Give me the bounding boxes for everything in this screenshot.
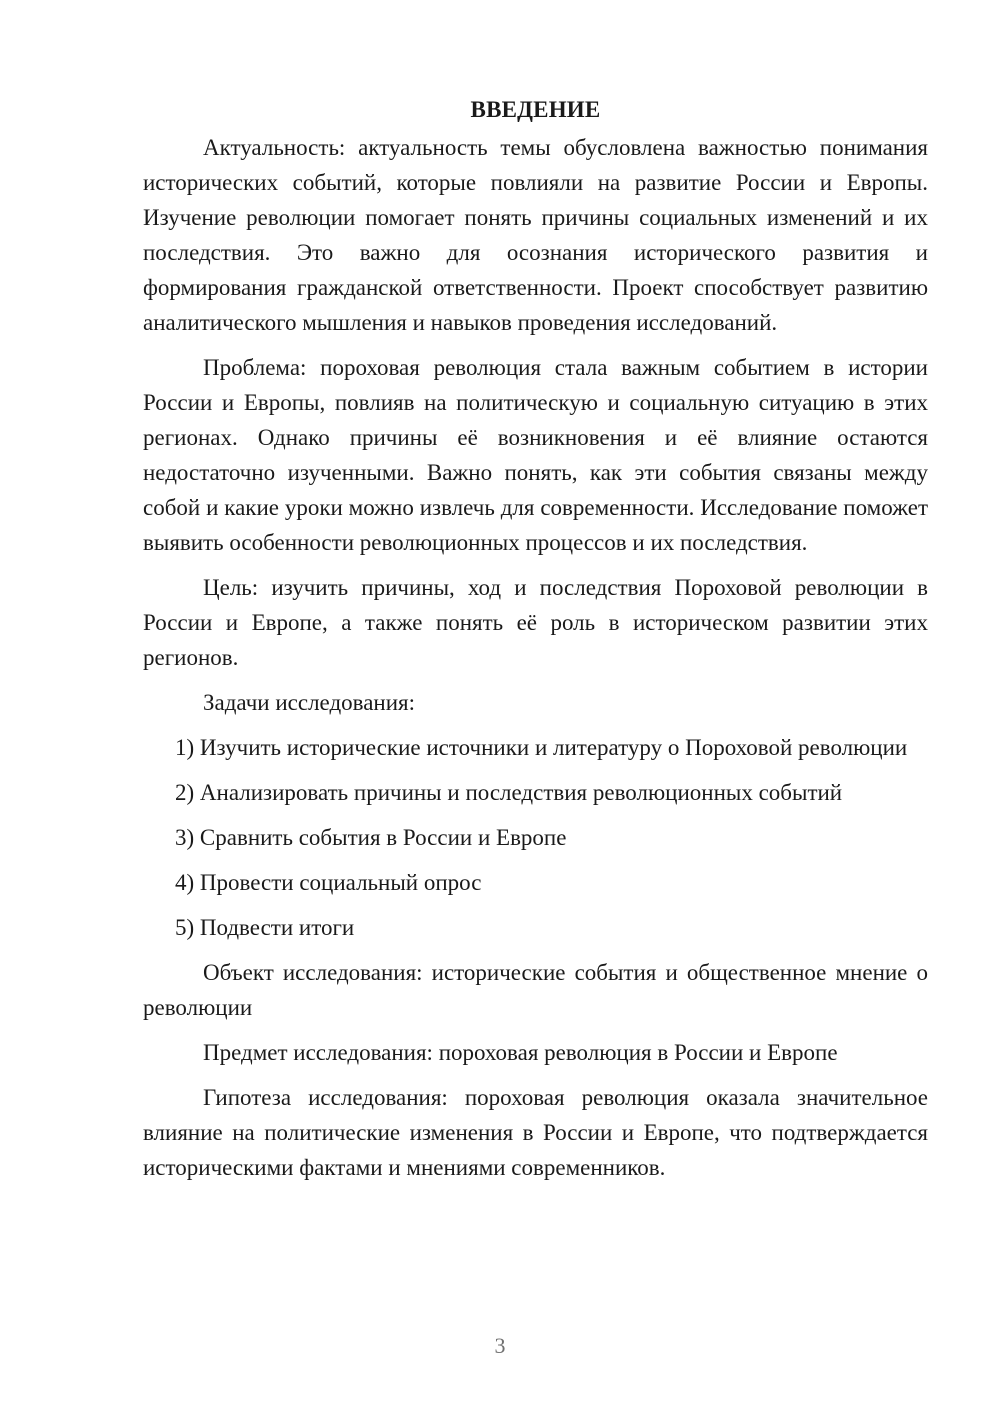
section-title: ВВЕДЕНИЕ xyxy=(470,97,601,122)
goal-paragraph: Цель: изучить причины, ход и последствия Пороховой революции в России и Европе, а также понять её роль в историческом развитии этих регионов. xyxy=(143,575,928,670)
task-item: 3) Сравнить события в России и Европе xyxy=(175,825,567,850)
task-item: 4) Провести социальный опрос xyxy=(175,870,482,895)
task-item: 1) Изучить исторические источники и литературу о Пороховой революции xyxy=(175,735,908,760)
tasks-list xyxy=(143,730,928,945)
page-number: 3 xyxy=(494,1333,506,1358)
subject-paragraph: Предмет исследования: пороховая революция в России и Европе xyxy=(203,1040,838,1065)
problem-paragraph: Проблема: пороховая революция стала важным событием в истории России и Европы, повлияв на политическую и социальную ситуацию в этих регионах. Однако причины её возникновения и её влияние остаются недостаточно изученными. Важно понять, как эти события связаны между собой и какие уроки можно извлечь для современности. Исследование поможет выявить особенности революционных процессов и их последствия. xyxy=(143,355,928,555)
document-page xyxy=(143,92,928,1195)
object-paragraph: Объект исследования: исторические события и общественное мнение о революции xyxy=(143,960,928,1020)
tasks-heading: Задачи исследования: xyxy=(203,690,416,715)
task-item: 2) Анализировать причины и последствия революционных событий xyxy=(175,780,843,805)
hypothesis-paragraph: Гипотеза исследования: пороховая революция оказала значительное влияние на политические изменения в России и Европе, что подтверждается историческими фактами и мнениями современников. xyxy=(143,1085,928,1180)
relevance-paragraph: Актуальность: актуальность темы обусловлена важностью понимания исторических событий, которые повлияли на развитие России и Европы. Изучение революции помогает понять причины социальных изменений и их последствия. Это важно для осознания исторического развития и формирования гражданской ответственности. Проект способствует развитию аналитического мышления и навыков проведения исследований. xyxy=(143,135,928,335)
task-item: 5) Подвести итоги xyxy=(175,915,355,940)
